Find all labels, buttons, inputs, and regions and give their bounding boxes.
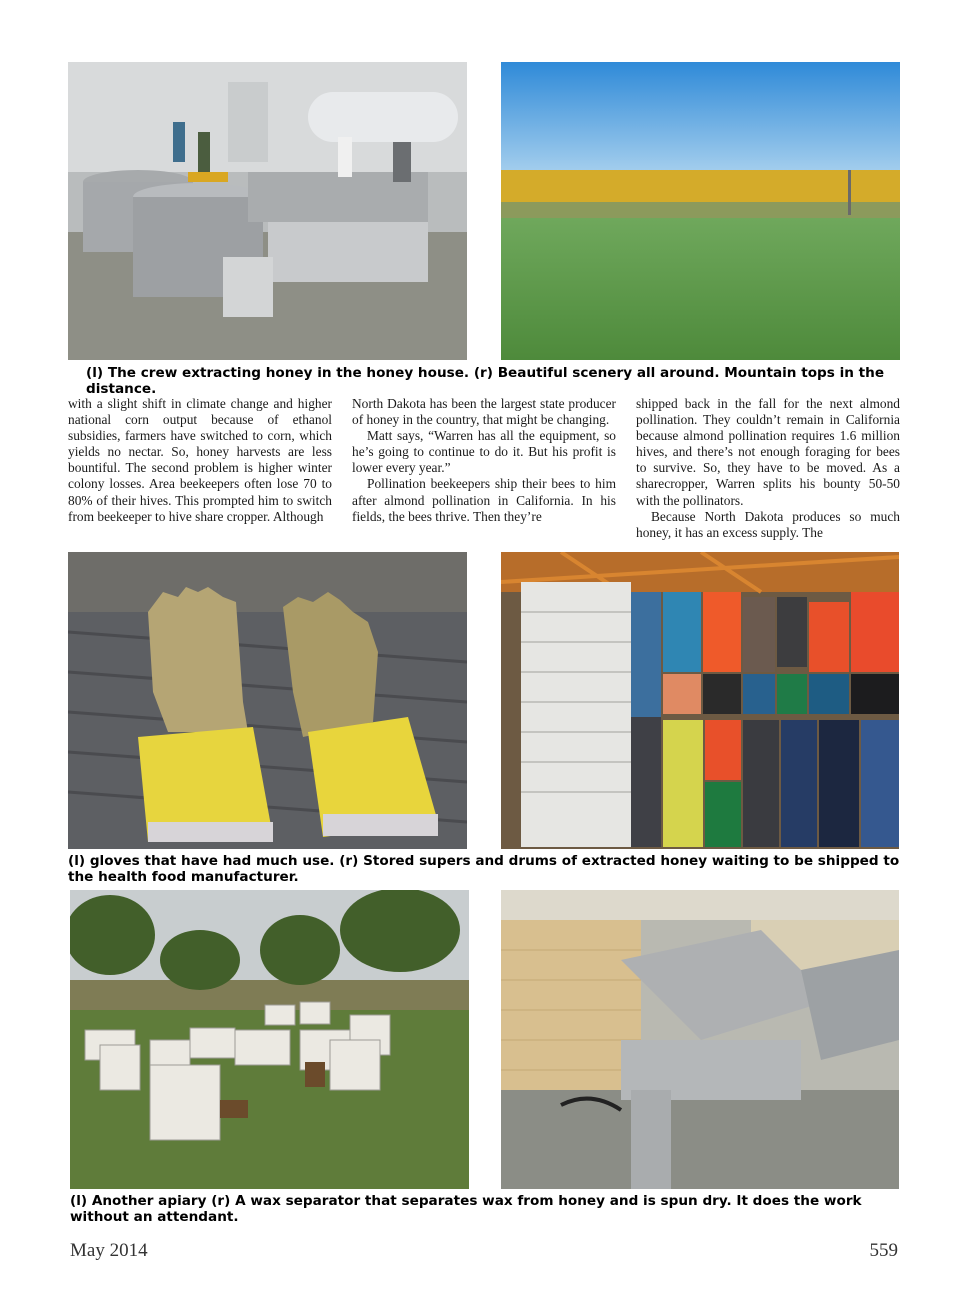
column-3-paragraph-1: shipped back in the fall for the next almond pollination. They couldn’t remain in California because almond pollination requires 1.6 million hives, and there’s not enough foraging for bees to survive. So, they have to be moved. As a sharecropper, Warren splits his bounty 50-50 with the pollinators. <box>636 396 900 508</box>
footer-date: May 2014 <box>70 1240 148 1261</box>
column-2-paragraph-1: North Dakota has been the largest state producer of honey in the country, that might be changing. <box>352 396 616 428</box>
caption-row-3: (l) Another apiary (r) A wax separator that separates wax from honey and is spun dry. It does the work without an attendant. <box>70 1193 862 1225</box>
column-1-paragraph: with a slight shift in climate change and higher national corn output because of ethanol subsidies, farmers have switched to corn, which yields no nectar. So, honey harvests are less bountiful. The second problem is higher winter colony losses. Area beekeepers often lose 70 to 80% of their hives. This prompted him to switch from beekeeper to hive share cropper. Although <box>68 396 332 524</box>
photo-apiary <box>70 890 469 1189</box>
caption-row-1: (l) The crew extracting honey in the honey house. (r) Beautiful scenery all around. Mountain tops in the distance. <box>86 365 885 397</box>
footer-page-number: 559 <box>869 1240 898 1261</box>
photo-gloves <box>68 552 467 849</box>
column-2-paragraph-3: Pollination beekeepers ship their bees to him after almond pollination in California. In his fields, the bees thrive. Then they’re <box>352 476 616 524</box>
column-2-paragraph-2: Matt says, “Warren has all the equipment, so he’s going to continue to do it. But his profit is lower every year.” <box>352 428 616 476</box>
caption-row-2: (l) gloves that have had much use. (r) Stored supers and drums of extracted honey waiting to be shipped to the health food manufacturer. <box>68 853 900 885</box>
photo-wax-separator <box>501 890 899 1189</box>
text-column-2 <box>352 396 616 544</box>
text-column-3 <box>636 396 900 544</box>
photo-scenery <box>501 62 900 360</box>
photo-supers-and-drums <box>501 552 899 849</box>
text-column-1 <box>68 396 332 544</box>
photo-honey-house-crew <box>68 62 467 360</box>
column-3-paragraph-2: Because North Dakota produces so much honey, it has an excess supply. The <box>636 508 900 540</box>
